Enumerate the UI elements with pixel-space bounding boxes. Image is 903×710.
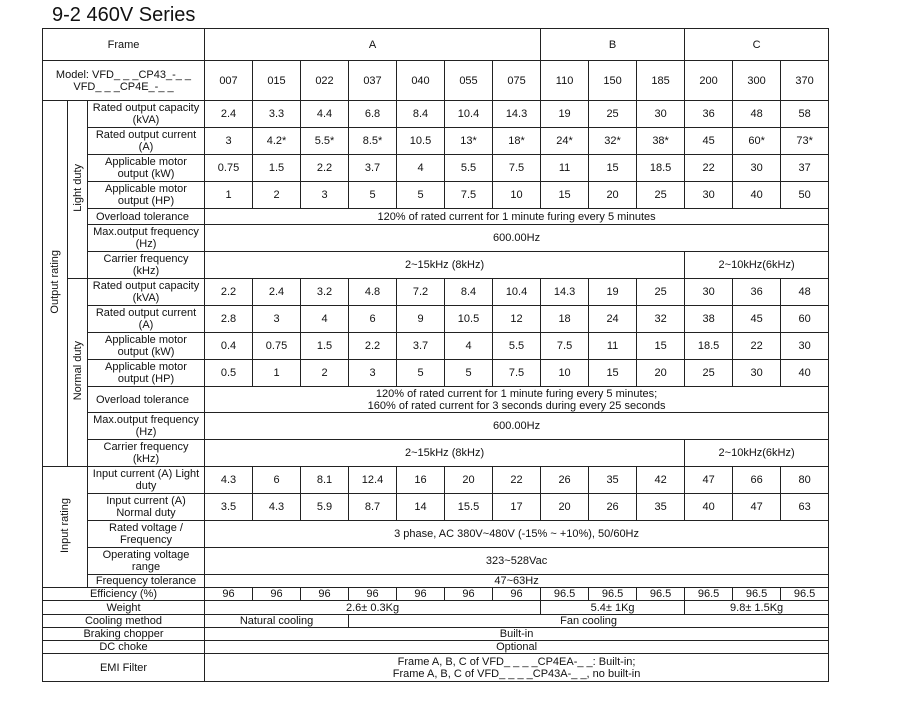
efficiency-value: 96.5 (541, 588, 589, 601)
output-rating-group (43, 101, 68, 467)
efficiency-value: 96.5 (781, 588, 829, 601)
weight-frame-b: 5.4± 1Kg (541, 601, 685, 615)
param-value: 4.8 (349, 279, 397, 306)
overload-label: Overload tolerance (88, 209, 205, 225)
carrier-frequency-ab: 2~15kHz (8kHz) (205, 440, 685, 467)
param-value: 15 (637, 333, 685, 360)
param-value: 48 (781, 279, 829, 306)
param-value: 3 (205, 128, 253, 155)
param-value: 24 (589, 306, 637, 333)
output-rating-label: Output rating (49, 250, 61, 314)
carrier-frequency-c: 2~10kHz(6kHz) (685, 252, 829, 279)
param-value: 50 (781, 182, 829, 209)
param-value: 3 (253, 306, 301, 333)
param-value: 5 (445, 360, 493, 387)
input-current-value: 20 (445, 467, 493, 494)
param-value: 4 (301, 306, 349, 333)
frame-row (43, 29, 829, 61)
efficiency-value: 96 (301, 588, 349, 601)
param-value: 3.7 (397, 333, 445, 360)
param-value: 58 (781, 101, 829, 128)
param-value: 5 (397, 360, 445, 387)
model-label-line1: Model: VFD_ _ _CP43_-_ _ (55, 68, 192, 81)
param-value: 3 (349, 360, 397, 387)
efficiency-value: 96 (397, 588, 445, 601)
param-label: Applicable motor output (HP) (88, 360, 205, 387)
light-row (43, 128, 829, 155)
model-code: 185 (637, 61, 685, 101)
param-value: 24* (541, 128, 589, 155)
param-value: 5 (397, 182, 445, 209)
param-value: 7.5 (493, 360, 541, 387)
model-code: 055 (445, 61, 493, 101)
input-rating-group (43, 467, 88, 588)
param-value: 30 (685, 279, 733, 306)
param-value: 14.3 (541, 279, 589, 306)
param-value: 3 (301, 182, 349, 209)
param-value: 22 (685, 155, 733, 182)
param-value: 4 (397, 155, 445, 182)
input-current-value: 22 (493, 467, 541, 494)
input-current-value: 35 (637, 494, 685, 521)
param-value: 9 (397, 306, 445, 333)
input-current-value: 47 (733, 494, 781, 521)
rated-voltage-label: Rated voltage / Frequency (88, 521, 205, 548)
input-current-label: Input current (A) Light duty (88, 467, 205, 494)
param-value: 4.2* (253, 128, 301, 155)
model-code: 150 (589, 61, 637, 101)
param-value: 18* (493, 128, 541, 155)
param-value: 4 (445, 333, 493, 360)
braking-value: Built-in (205, 628, 829, 641)
model-row (43, 61, 829, 101)
overload-value: 120% of rated current for 1 minute furing every 5 minutes (205, 209, 829, 225)
max-frequency-value: 600.00Hz (205, 413, 829, 440)
model-code: 022 (301, 61, 349, 101)
param-label: Rated output current (A) (88, 128, 205, 155)
input-current-value: 42 (637, 467, 685, 494)
input-current-value: 12.4 (349, 467, 397, 494)
param-value: 30 (733, 360, 781, 387)
model-label (43, 61, 205, 101)
param-value: 38* (637, 128, 685, 155)
param-value: 10.5 (445, 306, 493, 333)
param-value: 0.75 (253, 333, 301, 360)
operating-voltage-value: 323~528Vac (205, 548, 829, 575)
input-current-value: 16 (397, 467, 445, 494)
input-current-value: 26 (589, 494, 637, 521)
param-value: 2.2 (205, 279, 253, 306)
page-title: 9-2 460V Series (52, 4, 196, 26)
input-row (43, 575, 829, 588)
light-row (43, 252, 829, 279)
param-value: 13* (445, 128, 493, 155)
param-value: 2.2 (349, 333, 397, 360)
param-value: 1 (253, 360, 301, 387)
light-duty-group (68, 101, 88, 279)
model-code: 075 (493, 61, 541, 101)
model-code: 370 (781, 61, 829, 101)
param-value: 20 (637, 360, 685, 387)
frame-a: A (205, 29, 541, 61)
efficiency-value: 96 (349, 588, 397, 601)
param-value: 36 (733, 279, 781, 306)
param-label: Rated output capacity (kVA) (88, 279, 205, 306)
input-current-value: 35 (589, 467, 637, 494)
param-value: 32* (589, 128, 637, 155)
carrier-frequency-c: 2~10kHz(6kHz) (685, 440, 829, 467)
weight-frame-a: 2.6± 0.3Kg (205, 601, 541, 615)
param-value: 8.4 (397, 101, 445, 128)
model-code: 007 (205, 61, 253, 101)
param-value: 30 (733, 155, 781, 182)
param-value: 3.2 (301, 279, 349, 306)
efficiency-value: 96.5 (685, 588, 733, 601)
model-label-line2: VFD_ _ _CP4E_-_ _ (73, 80, 174, 93)
param-value: 18.5 (637, 155, 685, 182)
param-value: 5 (349, 182, 397, 209)
param-value: 11 (589, 333, 637, 360)
param-value: 0.5 (205, 360, 253, 387)
input-current-value: 66 (733, 467, 781, 494)
frame-label: Frame (43, 29, 205, 61)
param-value: 40 (733, 182, 781, 209)
param-value: 18.5 (685, 333, 733, 360)
cooling-fan: Fan cooling (349, 615, 829, 628)
param-value: 1.5 (301, 333, 349, 360)
param-value: 10.5 (397, 128, 445, 155)
normal-row (43, 413, 829, 440)
param-value: 25 (685, 360, 733, 387)
normal-row (43, 333, 829, 360)
input-current-value: 40 (685, 494, 733, 521)
param-value: 25 (589, 101, 637, 128)
overload-value-line1: 120% of rated current for 1 minute furing every 5 minutes; (375, 387, 658, 400)
weight-frame-c: 9.8± 1.5Kg (685, 601, 829, 615)
param-value: 7.5 (493, 155, 541, 182)
param-value: 25 (637, 279, 685, 306)
param-value: 0.75 (205, 155, 253, 182)
normal-row (43, 279, 829, 306)
model-code: 200 (685, 61, 733, 101)
param-value: 10 (493, 182, 541, 209)
carrier-frequency-label: Carrier frequency (kHz) (88, 252, 205, 279)
input-row (43, 521, 829, 548)
input-current-value: 63 (781, 494, 829, 521)
overload-value (205, 387, 829, 413)
param-value: 10 (541, 360, 589, 387)
param-label: Applicable motor output (kW) (88, 155, 205, 182)
cooling-label: Cooling method (43, 615, 205, 628)
model-code: 040 (397, 61, 445, 101)
input-current-value: 20 (541, 494, 589, 521)
weight-label: Weight (43, 601, 205, 615)
param-value: 7.2 (397, 279, 445, 306)
param-value: 60* (733, 128, 781, 155)
param-value: 8.4 (445, 279, 493, 306)
param-value: 18 (541, 306, 589, 333)
param-value: 2.4 (253, 279, 301, 306)
param-value: 12 (493, 306, 541, 333)
input-current-value: 47 (685, 467, 733, 494)
param-value: 5.5* (301, 128, 349, 155)
param-value: 7.5 (445, 182, 493, 209)
param-value: 48 (733, 101, 781, 128)
input-current-value: 14 (397, 494, 445, 521)
frequency-tolerance-value: 47~63Hz (205, 575, 829, 588)
emi-line2: Frame A, B, C of VFD_ _ _ _CP43A-_ _, no built-in (392, 667, 641, 680)
param-value: 3.3 (253, 101, 301, 128)
param-label: Rated output current (A) (88, 306, 205, 333)
input-current-value: 15.5 (445, 494, 493, 521)
input-current-value: 4.3 (253, 494, 301, 521)
param-value: 1 (205, 182, 253, 209)
input-current-value: 17 (493, 494, 541, 521)
emi-row (43, 654, 829, 682)
input-row (43, 467, 829, 494)
dc-choke-label: DC choke (43, 641, 205, 654)
efficiency-label: Efficiency (%) (43, 588, 205, 601)
frame-b: B (541, 29, 685, 61)
param-label: Applicable motor output (kW) (88, 333, 205, 360)
rated-voltage-value: 3 phase, AC 380V~480V (-15% ~ +10%), 50/60Hz (205, 521, 829, 548)
param-value: 1.5 (253, 155, 301, 182)
efficiency-value: 96.5 (637, 588, 685, 601)
frequency-tolerance-label: Frequency tolerance (88, 575, 205, 588)
param-value: 5.5 (445, 155, 493, 182)
param-value: 2 (253, 182, 301, 209)
emi-value (205, 654, 829, 682)
param-value: 36 (685, 101, 733, 128)
param-value: 4.4 (301, 101, 349, 128)
max-frequency-value: 600.00Hz (205, 225, 829, 252)
param-value: 10.4 (493, 279, 541, 306)
light-row (43, 182, 829, 209)
param-value: 2 (301, 360, 349, 387)
param-value: 8.5* (349, 128, 397, 155)
param-value: 32 (637, 306, 685, 333)
param-value: 5.5 (493, 333, 541, 360)
max-frequency-label: Max.output frequency (Hz) (88, 413, 205, 440)
model-code: 300 (733, 61, 781, 101)
param-value: 7.5 (541, 333, 589, 360)
input-current-label: Input current (A) Normal duty (88, 494, 205, 521)
input-current-value: 26 (541, 467, 589, 494)
input-row (43, 494, 829, 521)
param-value: 45 (685, 128, 733, 155)
input-current-value: 6 (253, 467, 301, 494)
light-row (43, 209, 829, 225)
efficiency-value: 96.5 (589, 588, 637, 601)
model-code: 037 (349, 61, 397, 101)
param-value: 20 (589, 182, 637, 209)
efficiency-value: 96 (493, 588, 541, 601)
emi-line1: Frame A, B, C of VFD_ _ _ _CP4EA-_ _: Built-in; (397, 655, 636, 668)
operating-voltage-label: Operating voltage range (88, 548, 205, 575)
param-value: 14.3 (493, 101, 541, 128)
normal-duty-group (68, 279, 88, 467)
input-current-value: 4.3 (205, 467, 253, 494)
param-value: 2.8 (205, 306, 253, 333)
cooling-row (43, 615, 829, 628)
param-value: 25 (637, 182, 685, 209)
input-rating-label: Input rating (59, 497, 71, 554)
param-value: 6.8 (349, 101, 397, 128)
efficiency-row (43, 588, 829, 601)
param-value: 3.7 (349, 155, 397, 182)
light-duty-label: Light duty (71, 164, 84, 212)
light-row (43, 225, 829, 252)
param-label: Applicable motor output (HP) (88, 182, 205, 209)
dc-choke-value: Optional (205, 641, 829, 654)
param-value: 40 (781, 360, 829, 387)
param-value: 10.4 (445, 101, 493, 128)
carrier-frequency-ab: 2~15kHz (8kHz) (205, 252, 685, 279)
efficiency-value: 96 (253, 588, 301, 601)
param-value: 2.2 (301, 155, 349, 182)
input-row (43, 548, 829, 575)
dc-choke-row (43, 641, 829, 654)
param-value: 6 (349, 306, 397, 333)
normal-duty-label: Normal duty (71, 341, 84, 401)
light-row (43, 101, 829, 128)
emi-label: EMI Filter (43, 654, 205, 682)
braking-label: Braking chopper (43, 628, 205, 641)
model-code: 015 (253, 61, 301, 101)
normal-row (43, 306, 829, 333)
param-value: 15 (541, 182, 589, 209)
model-code: 110 (541, 61, 589, 101)
param-value: 19 (589, 279, 637, 306)
param-value: 15 (589, 155, 637, 182)
input-current-value: 80 (781, 467, 829, 494)
param-value: 30 (685, 182, 733, 209)
param-value: 38 (685, 306, 733, 333)
efficiency-value: 96 (205, 588, 253, 601)
param-value: 45 (733, 306, 781, 333)
frame-c: C (685, 29, 829, 61)
efficiency-value: 96.5 (733, 588, 781, 601)
carrier-frequency-label: Carrier frequency (kHz) (88, 440, 205, 467)
param-value: 30 (637, 101, 685, 128)
overload-value-line2: 160% of rated current for 3 seconds during every 25 seconds (367, 399, 666, 412)
light-row (43, 155, 829, 182)
weight-row (43, 601, 829, 615)
input-current-value: 5.9 (301, 494, 349, 521)
param-value: 60 (781, 306, 829, 333)
param-value: 2.4 (205, 101, 253, 128)
cooling-natural: Natural cooling (205, 615, 349, 628)
input-current-value: 8.7 (349, 494, 397, 521)
input-current-value: 3.5 (205, 494, 253, 521)
normal-row (43, 360, 829, 387)
param-label: Rated output capacity (kVA) (88, 101, 205, 128)
normal-row (43, 387, 829, 413)
param-value: 73* (781, 128, 829, 155)
braking-row (43, 628, 829, 641)
param-value: 11 (541, 155, 589, 182)
input-current-value: 8.1 (301, 467, 349, 494)
param-value: 19 (541, 101, 589, 128)
param-value: 0.4 (205, 333, 253, 360)
param-value: 15 (589, 360, 637, 387)
normal-row (43, 440, 829, 467)
max-frequency-label: Max.output frequency (Hz) (88, 225, 205, 252)
overload-label: Overload tolerance (88, 387, 205, 413)
efficiency-value: 96 (445, 588, 493, 601)
param-value: 30 (781, 333, 829, 360)
spec-table (42, 28, 829, 682)
param-value: 37 (781, 155, 829, 182)
param-value: 22 (733, 333, 781, 360)
